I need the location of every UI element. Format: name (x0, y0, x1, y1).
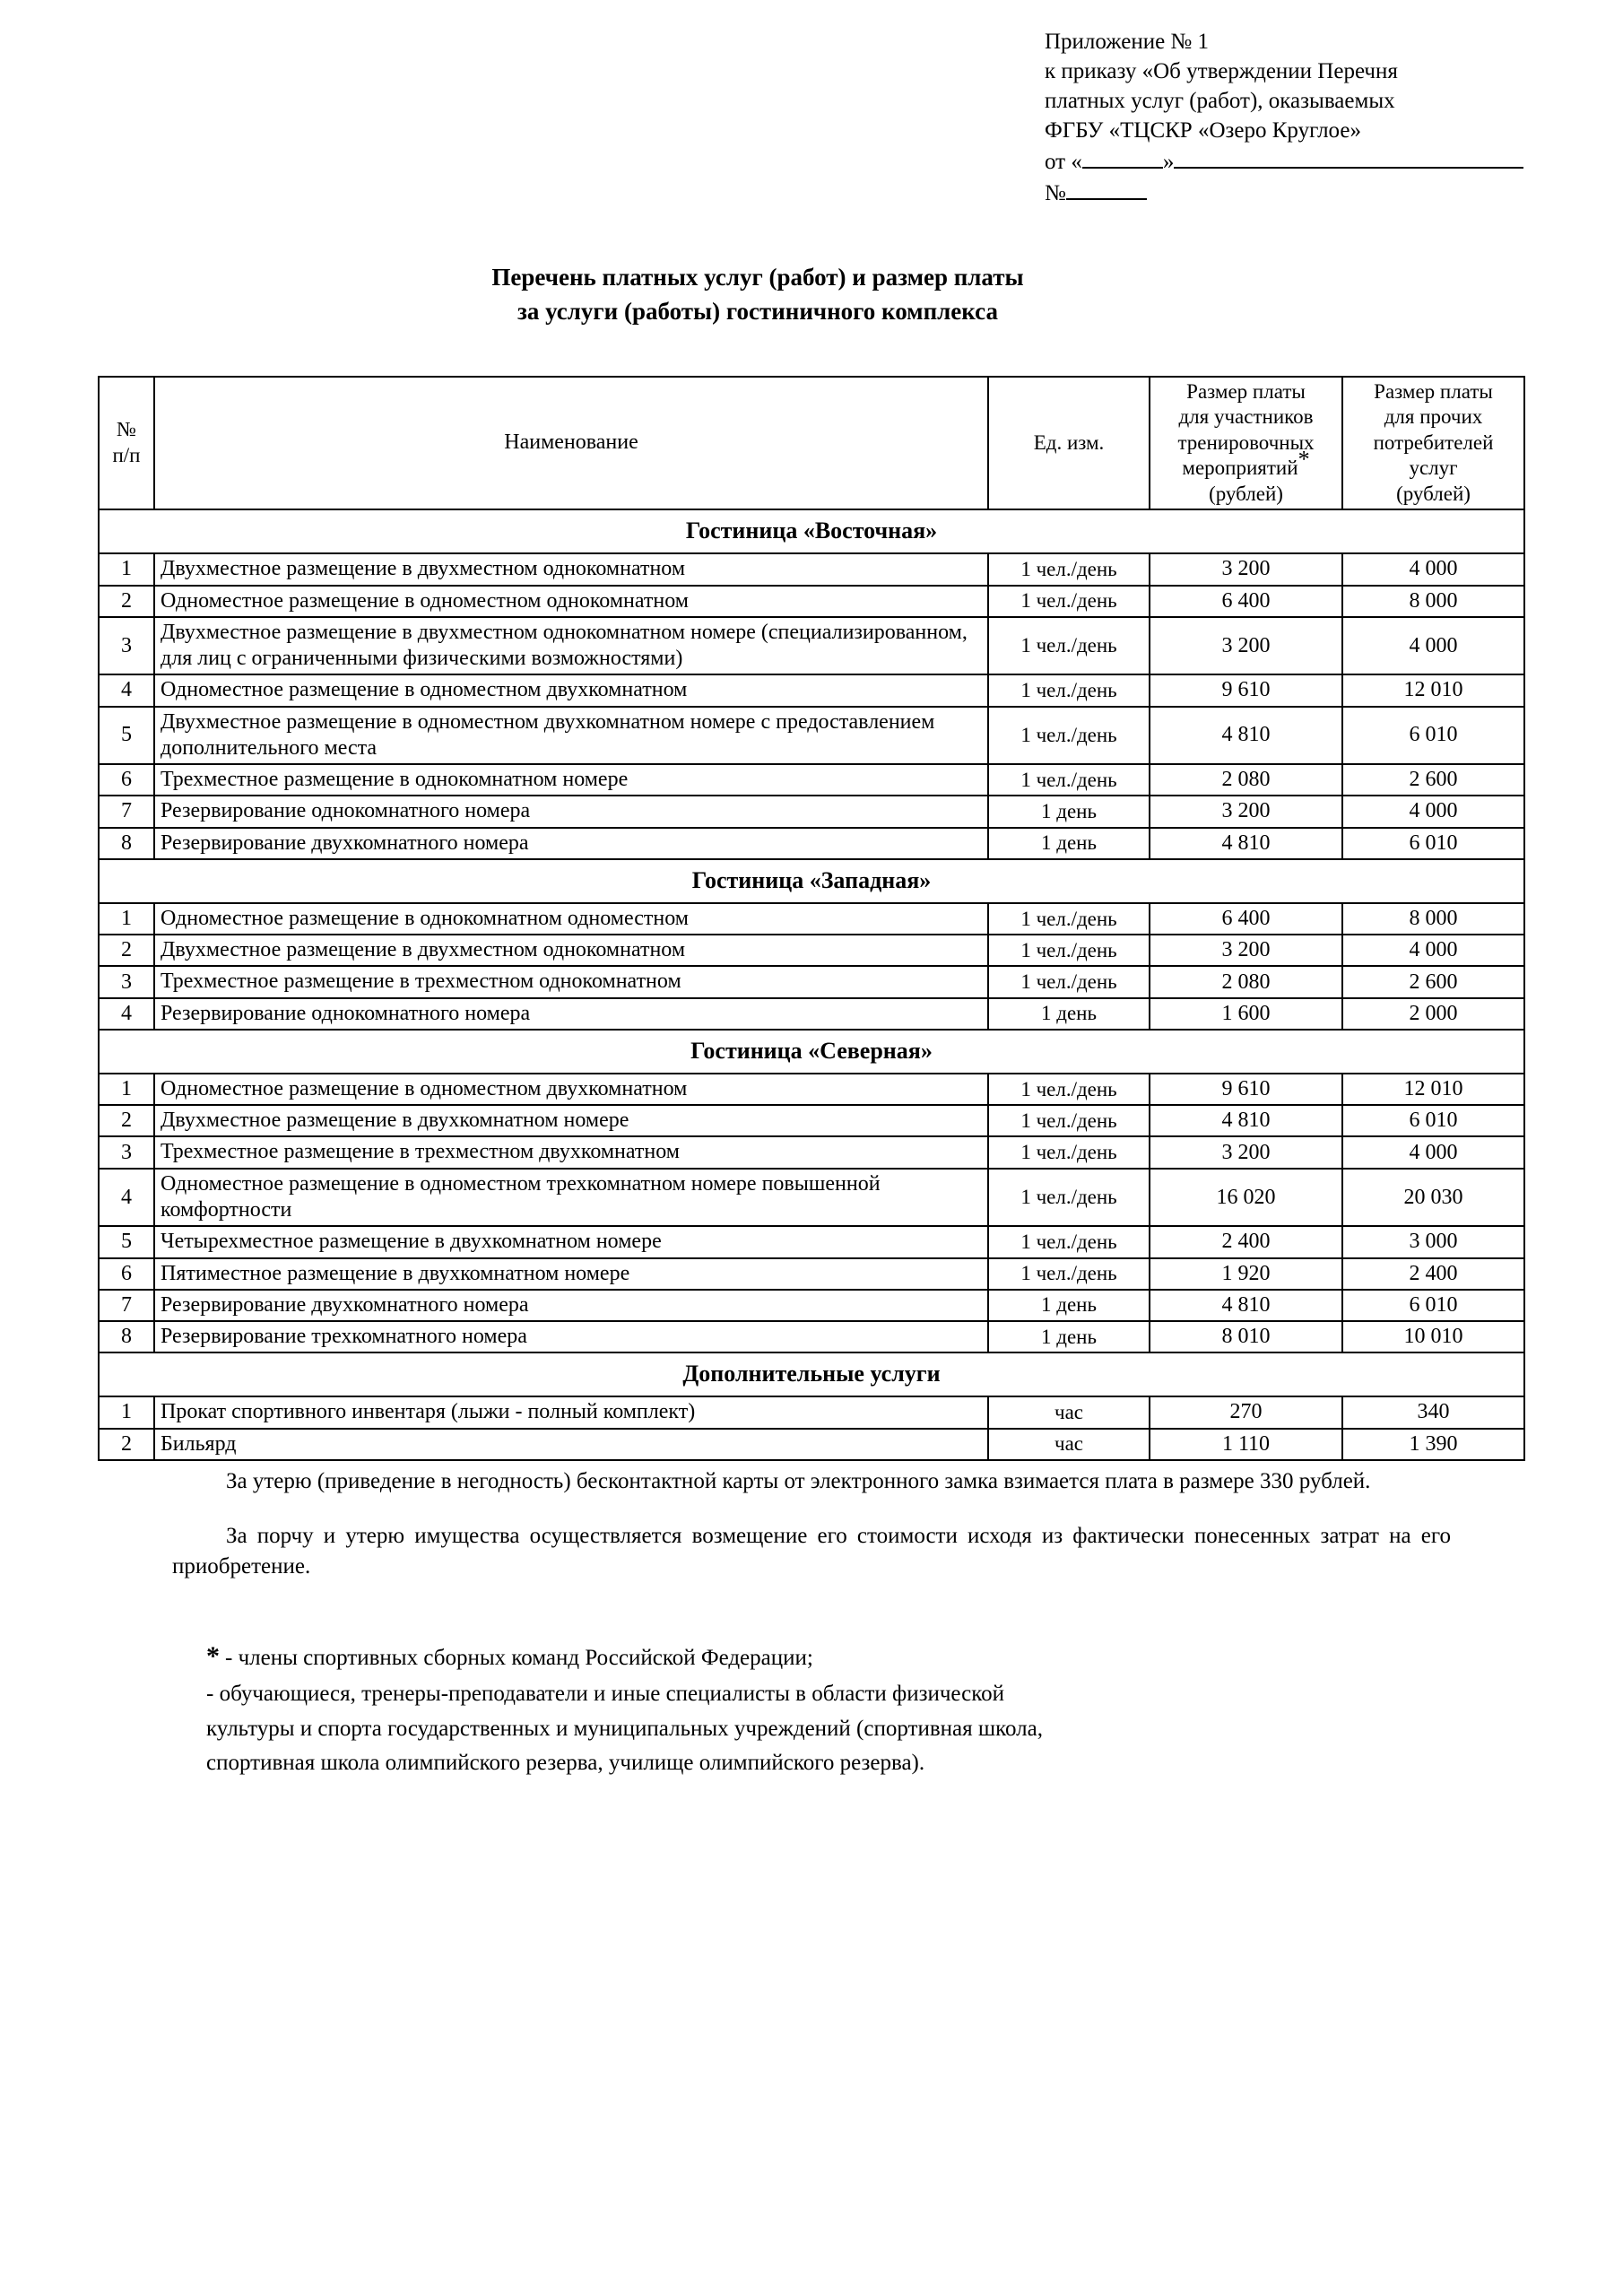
po-l5: (рублей) (1396, 482, 1471, 505)
header-line-4: ФГБУ «ТЦСКР «Озеро Круглое» (1045, 118, 1361, 143)
row-unit: 1 день (988, 828, 1150, 859)
footnote-star-marker: * (1298, 446, 1310, 473)
row-price-others: 6 010 (1342, 1290, 1524, 1321)
number-blank (1066, 178, 1147, 200)
table-row (99, 1074, 1524, 1105)
row-service-name: Трехместное размещение в трехместном однокомнатном (154, 966, 988, 997)
row-service-name: Резервирование двухкомнатного номера (154, 1290, 988, 1321)
table-row (99, 1136, 1524, 1168)
note-damage (72, 1521, 1551, 1581)
table-row (99, 553, 1524, 585)
col-header-number-line2: п/п (112, 443, 141, 466)
table-row (99, 1258, 1524, 1290)
table-section-header (99, 1030, 1524, 1074)
row-service-name: Одноместное размещение в одноместном однокомнатном (154, 586, 988, 617)
row-unit: 1 чел./день (988, 1136, 1150, 1168)
po-l4: услуг (1409, 457, 1458, 480)
header-number-label: № (1045, 181, 1066, 205)
table-row (99, 903, 1524, 935)
row-unit: 1 чел./день (988, 1074, 1150, 1105)
row-number: 2 (99, 935, 154, 966)
row-price-participants: 270 (1150, 1396, 1342, 1428)
table-row (99, 998, 1524, 1030)
row-service-name: Резервирование двухкомнатного номера (154, 828, 988, 859)
row-service-name: Двухместное размещение в двухкомнатном номере (154, 1105, 988, 1136)
row-number: 1 (99, 553, 154, 585)
row-service-name: Двухместное размещение в двухместном однокомнатном (154, 935, 988, 966)
row-price-participants: 2 400 (1150, 1226, 1342, 1257)
row-number: 6 (99, 1258, 154, 1290)
header-line-3: платных услуг (работ), оказываемых (1045, 89, 1395, 113)
row-service-name: Одноместное размещение в одноместном двухкомнатном (154, 1074, 988, 1105)
row-number: 2 (99, 1429, 154, 1460)
row-number: 1 (99, 1074, 154, 1105)
row-price-others: 340 (1342, 1396, 1524, 1428)
row-unit: 1 чел./день (988, 764, 1150, 796)
table-row (99, 1169, 1524, 1227)
row-price-participants: 3 200 (1150, 796, 1342, 827)
row-number: 7 (99, 796, 154, 827)
row-number: 2 (99, 1105, 154, 1136)
row-price-others: 10 010 (1342, 1321, 1524, 1352)
row-price-participants: 9 610 (1150, 674, 1342, 706)
table-section-title: Дополнительные услуги (99, 1352, 1524, 1396)
row-price-participants: 3 200 (1150, 1136, 1342, 1168)
table-section-title: Гостиница «Восточная» (99, 509, 1524, 553)
row-unit: 1 чел./день (988, 966, 1150, 997)
row-service-name: Одноместное размещение в однокомнатном одноместном (154, 903, 988, 935)
row-service-name: Резервирование трехкомнатного номера (154, 1321, 988, 1352)
page-title-line-1: Перечень платных услуг (работ) и размер платы (491, 264, 1024, 291)
col-header-unit: Ед. изм. (988, 377, 1150, 510)
row-unit: 1 чел./день (988, 707, 1150, 765)
row-service-name: Прокат спортивного инвентаря (лыжи - полный комплект) (154, 1396, 988, 1428)
row-price-participants: 4 810 (1150, 707, 1342, 765)
row-service-name: Одноместное размещение в одноместном двухкомнатном (154, 674, 988, 706)
row-service-name: Резервирование однокомнатного номера (154, 998, 988, 1030)
row-price-others: 2 000 (1342, 998, 1524, 1030)
table-body (99, 509, 1524, 1460)
row-number: 4 (99, 674, 154, 706)
footnote-line-2: - обучающиеся, тренеры-преподаватели и иные специалисты в области физической (206, 1682, 1005, 1707)
footnote-star: * (206, 1641, 220, 1672)
table-row (99, 1396, 1524, 1428)
ph-l4 (1156, 446, 1336, 482)
table-row (99, 796, 1524, 827)
row-number: 1 (99, 903, 154, 935)
footnote-line-3: культуры и спорта государственных и муниципальных учреждений (спортивная школа, (206, 1716, 1043, 1741)
row-price-others: 8 000 (1342, 586, 1524, 617)
row-number: 3 (99, 966, 154, 997)
row-unit: час (988, 1429, 1150, 1460)
row-price-participants: 2 080 (1150, 966, 1342, 997)
col-header-price-participants (1150, 377, 1342, 510)
table-head (99, 377, 1524, 510)
footnote-line-1-text: - члены спортивных сборных команд Российской Федерации; (225, 1646, 813, 1671)
row-price-others: 4 000 (1342, 1136, 1524, 1168)
header-quote-close: » (1162, 150, 1175, 174)
row-service-name: Двухместное размещение в двухместном однокомнатном (154, 553, 988, 585)
table-row (99, 966, 1524, 997)
col-header-number (99, 377, 154, 510)
row-service-name: Двухместное размещение в одноместном двухкомнатном номере с предоставлением дополнительного места (154, 707, 988, 765)
table-row (99, 1226, 1524, 1257)
row-price-others: 4 000 (1342, 796, 1524, 827)
row-price-participants: 4 810 (1150, 1290, 1342, 1321)
row-price-participants: 6 400 (1150, 586, 1342, 617)
row-price-others: 4 000 (1342, 617, 1524, 675)
document-header (1045, 27, 1601, 208)
row-price-participants: 4 810 (1150, 1105, 1342, 1136)
row-price-others: 6 010 (1342, 707, 1524, 765)
row-service-name: Трехместное размещение в однокомнатном номере (154, 764, 988, 796)
row-number: 7 (99, 1290, 154, 1321)
page-title-line-2: за услуги (работы) гостиничного комплекса (517, 298, 998, 326)
row-unit: 1 чел./день (988, 1169, 1150, 1227)
row-price-participants: 3 200 (1150, 935, 1342, 966)
table-section-title: Гостиница «Западная» (99, 859, 1524, 903)
ph-l1: Размер платы (1186, 379, 1306, 403)
table-row (99, 1429, 1524, 1460)
row-price-participants: 4 810 (1150, 828, 1342, 859)
row-number: 5 (99, 707, 154, 765)
table-section-header (99, 509, 1524, 553)
row-price-others: 20 030 (1342, 1169, 1524, 1227)
table-row (99, 1290, 1524, 1321)
row-unit: 1 день (988, 796, 1150, 827)
row-number: 1 (99, 1396, 154, 1428)
header-date-line (1045, 147, 1601, 177)
row-service-name: Четырехместное размещение в двухкомнатном номере (154, 1226, 988, 1257)
table-section-header (99, 859, 1524, 903)
row-service-name: Двухместное размещение в двухместном однокомнатном номере (специализированном, для лиц с ограниченными физическими возможностями) (154, 617, 988, 675)
row-price-participants: 16 020 (1150, 1169, 1342, 1227)
row-price-others: 12 010 (1342, 674, 1524, 706)
row-unit: 1 чел./день (988, 553, 1150, 585)
date-blank-1 (1082, 147, 1163, 169)
row-price-participants: 3 200 (1150, 617, 1342, 675)
table-section-title: Гостиница «Северная» (99, 1030, 1524, 1074)
ph-l5: (рублей) (1209, 482, 1283, 505)
row-price-participants: 8 010 (1150, 1321, 1342, 1352)
row-price-participants: 3 200 (1150, 553, 1342, 585)
table-row (99, 764, 1524, 796)
table-row (99, 586, 1524, 617)
row-price-participants: 6 400 (1150, 903, 1342, 935)
row-number: 8 (99, 828, 154, 859)
note-damage-text: За порчу и утерю имущества осуществляется возмещение его стоимости исходя из фактически понесенных затрат на его приобретение. (172, 1524, 1451, 1578)
row-number: 4 (99, 998, 154, 1030)
ph-l2: для участников (1178, 405, 1314, 429)
row-unit: 1 чел./день (988, 1105, 1150, 1136)
note-lost-card (72, 1466, 1551, 1497)
row-price-others: 2 400 (1342, 1258, 1524, 1290)
po-l1: Размер платы (1374, 379, 1493, 403)
page-title (126, 260, 1390, 329)
row-price-others: 2 600 (1342, 966, 1524, 997)
footnote-line-4: спортивная школа олимпийского резерва, училище олимпийского резерва). (206, 1751, 925, 1776)
footnotes-block (72, 1637, 1551, 1779)
table-row (99, 1321, 1524, 1352)
col-header-number-line1: № (117, 418, 136, 441)
row-price-others: 8 000 (1342, 903, 1524, 935)
table-row (99, 828, 1524, 859)
table-row (99, 674, 1524, 706)
header-line-1: Приложение № 1 (1045, 30, 1210, 54)
header-from-label: от « (1045, 150, 1082, 174)
row-price-others: 4 000 (1342, 935, 1524, 966)
table-header-row (99, 377, 1524, 510)
row-unit: 1 день (988, 1290, 1150, 1321)
row-unit: 1 день (988, 998, 1150, 1030)
row-price-participants: 1 600 (1150, 998, 1342, 1030)
row-number: 5 (99, 1226, 154, 1257)
row-number: 6 (99, 764, 154, 796)
date-blank-2 (1174, 147, 1523, 169)
price-table (98, 376, 1525, 1461)
row-unit: 1 чел./день (988, 903, 1150, 935)
row-unit: 1 день (988, 1321, 1150, 1352)
row-price-others: 3 000 (1342, 1226, 1524, 1257)
row-number: 3 (99, 617, 154, 675)
table-section-header (99, 1352, 1524, 1396)
col-header-price-others (1342, 377, 1524, 510)
row-service-name: Пятиместное размещение в двухкомнатном номере (154, 1258, 988, 1290)
table-row (99, 617, 1524, 675)
row-unit: 1 чел./день (988, 674, 1150, 706)
row-unit: 1 чел./день (988, 935, 1150, 966)
col-header-name: Наименование (154, 377, 988, 510)
row-number: 4 (99, 1169, 154, 1227)
po-l3: потребителей (1373, 430, 1494, 454)
ph-l3: тренировочных (1177, 430, 1315, 454)
row-unit: 1 чел./день (988, 586, 1150, 617)
table-row (99, 935, 1524, 966)
row-unit: час (988, 1396, 1150, 1428)
row-unit: 1 чел./день (988, 617, 1150, 675)
footnote-line-1 (206, 1637, 1435, 1676)
table-row (99, 707, 1524, 765)
row-price-others: 4 000 (1342, 553, 1524, 585)
table-row (99, 1105, 1524, 1136)
row-price-others: 2 600 (1342, 764, 1524, 796)
row-service-name: Бильярд (154, 1429, 988, 1460)
row-price-others: 1 390 (1342, 1429, 1524, 1460)
header-line-2: к приказу «Об утверждении Перечня (1045, 59, 1398, 83)
row-service-name: Трехместное размещение в трехместном двухкомнатном (154, 1136, 988, 1168)
row-price-participants: 1 110 (1150, 1429, 1342, 1460)
row-price-participants: 2 080 (1150, 764, 1342, 796)
row-price-participants: 1 920 (1150, 1258, 1342, 1290)
row-service-name: Резервирование однокомнатного номера (154, 796, 988, 827)
row-price-others: 6 010 (1342, 828, 1524, 859)
header-number-line (1045, 178, 1601, 208)
row-price-participants: 9 610 (1150, 1074, 1342, 1105)
row-service-name: Одноместное размещение в одноместном трехкомнатном номере повышенной комфортности (154, 1169, 988, 1227)
row-number: 3 (99, 1136, 154, 1168)
row-number: 8 (99, 1321, 154, 1352)
po-l2: для прочих (1384, 405, 1483, 429)
ph-l4-text: мероприятий (1182, 457, 1298, 480)
row-price-others: 12 010 (1342, 1074, 1524, 1105)
row-number: 2 (99, 586, 154, 617)
row-unit: 1 чел./день (988, 1258, 1150, 1290)
row-unit: 1 чел./день (988, 1226, 1150, 1257)
row-price-others: 6 010 (1342, 1105, 1524, 1136)
note-lost-card-text: За утерю (приведение в негодность) бесконтактной карты от электронного замка взимается плата в размере 330 рублей. (226, 1468, 1371, 1493)
